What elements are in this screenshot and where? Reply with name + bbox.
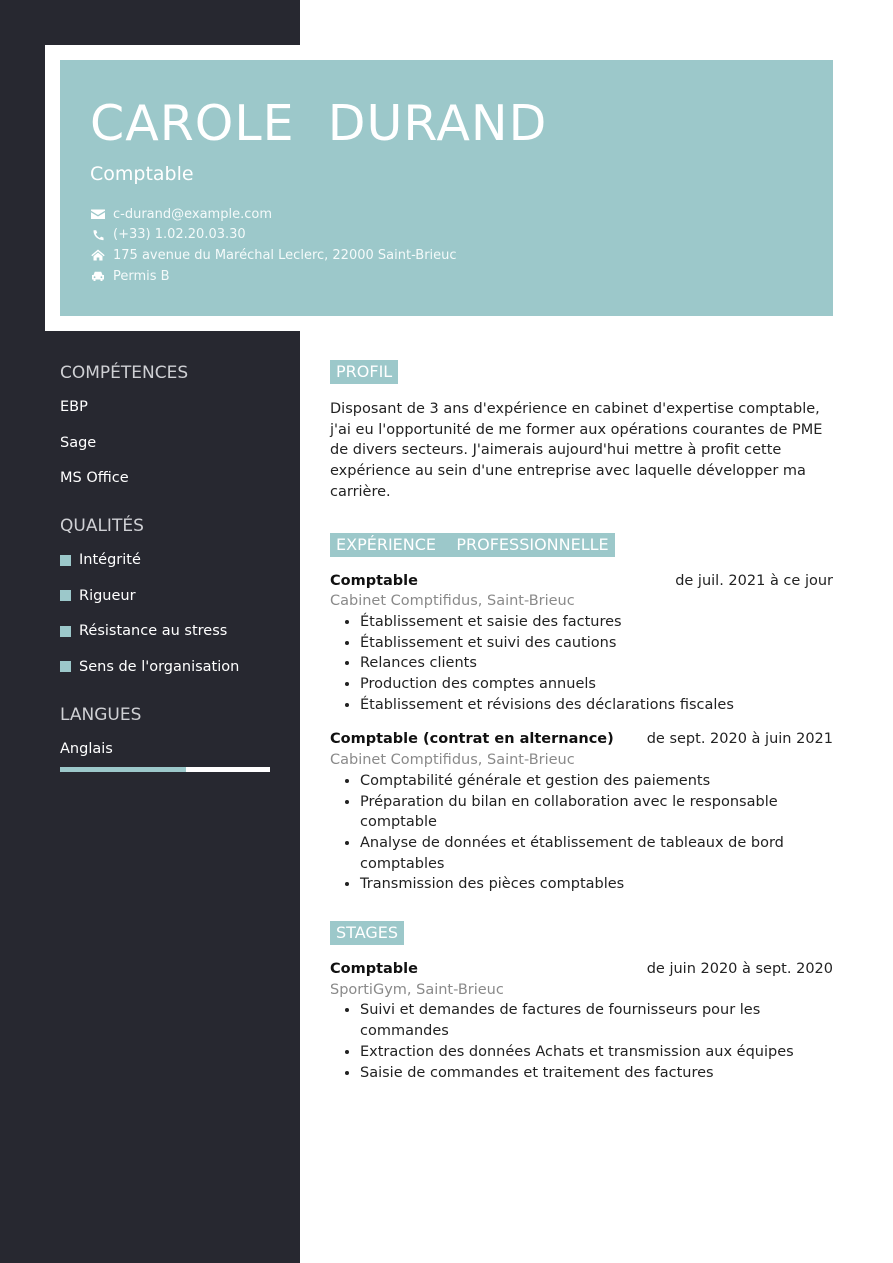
contact-list xyxy=(90,204,803,286)
square-bullet-icon xyxy=(60,626,71,637)
contact-license xyxy=(90,266,803,287)
job-company: SportiGym, Saint-Brieuc xyxy=(330,981,504,998)
task-item: • Production des comptes annuels xyxy=(360,674,833,695)
task-item: • Transmission des pièces comptables xyxy=(360,874,833,895)
square-bullet-icon xyxy=(60,590,71,601)
job-company: Cabinet Comptifidus, Saint-Brieuc xyxy=(330,593,575,610)
task-item: • Saisie de commandes et traitement des factures xyxy=(360,1063,833,1084)
job-header xyxy=(330,571,833,592)
quality-item xyxy=(60,658,272,676)
profile-summary: Disposant de 3 ans d'expérience en cabinet d'expertise comptable, j'ai eu l'opportunité de me former aux opérations courantes de PME de divers secteurs. J'aimerais aujourd'hui mettre à profit cette expérience au sein d'une entreprise avec laquelle développer ma carrière. xyxy=(330,401,823,500)
experience-entry xyxy=(330,729,833,895)
contact-license-text: Permis B xyxy=(113,268,170,284)
main-content xyxy=(330,360,833,1083)
job-header xyxy=(330,729,833,750)
task-item: • Établissement et suivi des cautions xyxy=(360,633,833,654)
square-bullet-icon xyxy=(60,661,71,672)
contact-phone-text: (+33) 1.02.20.03.30 xyxy=(113,227,246,243)
resume-header xyxy=(60,60,833,316)
skills-heading: COMPÉTENCES xyxy=(60,363,189,383)
experience-entry xyxy=(330,571,833,716)
task-item: • Extraction des données Achats et transmission aux équipes xyxy=(360,1042,833,1063)
job-header xyxy=(330,959,833,980)
phone-icon xyxy=(90,228,106,242)
language-level-fill xyxy=(60,767,186,772)
task-item: • Suivi et demandes de factures de fournisseurs pour les commandes xyxy=(360,1000,833,1041)
job-title: Comptable xyxy=(330,572,418,589)
home-icon xyxy=(90,248,106,262)
quality-item xyxy=(60,622,272,640)
language-level-bar xyxy=(60,767,270,772)
task-item: • Comptabilité générale et gestion des paiements xyxy=(360,771,833,792)
square-bullet-icon xyxy=(60,555,71,566)
candidate-name: CAROLE DURAND xyxy=(90,95,548,152)
contact-email xyxy=(90,204,803,225)
quality-label: Sens de l'organisation xyxy=(79,658,240,675)
job-company: Cabinet Comptifidus, Saint-Brieuc xyxy=(330,752,575,769)
task-list xyxy=(330,612,833,716)
task-list xyxy=(330,1000,833,1083)
envelope-icon xyxy=(90,207,106,221)
internship-entry xyxy=(330,959,833,1083)
languages-heading: LANGUES xyxy=(60,704,142,725)
quality-label: Intégrité xyxy=(79,552,141,568)
quality-label: Rigueur xyxy=(79,587,136,604)
job-date: de juin 2020 à sept. 2020 xyxy=(646,961,833,978)
job-title: Comptable xyxy=(330,961,418,978)
job-title: Comptable (contrat en alternance) xyxy=(330,731,614,748)
quality-label: Résistance au stress xyxy=(79,623,228,639)
quality-item xyxy=(60,587,272,605)
contact-phone xyxy=(90,225,803,246)
job-date: de juil. 2021 à ce jour xyxy=(675,572,833,589)
task-item: • Relances clients xyxy=(360,653,833,674)
task-item: • Établissement et révisions des déclarations fiscales xyxy=(360,695,833,716)
task-list xyxy=(330,771,833,895)
contact-address-text: 175 avenue du Maréchal Leclerc, 22000 Saint-Brieuc xyxy=(113,247,457,263)
task-item: • Préparation du bilan en collaboration avec le responsable comptable xyxy=(360,792,833,833)
contact-email-text: c-durand@example.com xyxy=(113,206,272,222)
job-date: de sept. 2020 à juin 2021 xyxy=(646,731,833,748)
task-item: • Analyse de données et établissement de tableaux de bord comptables xyxy=(360,833,833,874)
contact-address xyxy=(90,245,803,266)
candidate-job-title: Comptable xyxy=(90,163,194,185)
car-icon xyxy=(90,269,106,283)
language-name: Anglais xyxy=(60,740,113,757)
task-item: • Établissement et saisie des factures xyxy=(360,612,833,633)
skill-item: MS Office xyxy=(60,470,129,486)
quality-item xyxy=(60,551,272,569)
qualities-heading: QUALITÉS xyxy=(60,516,144,536)
sidebar xyxy=(60,360,272,772)
experience-section-title: EXPÉRIENCE PROFESSIONNELLE xyxy=(330,533,615,557)
skill-item: Sage xyxy=(60,434,97,451)
profile-section-title: PROFIL xyxy=(330,360,398,384)
internships-section-title: STAGES xyxy=(330,921,404,945)
skill-item: EBP xyxy=(60,399,88,415)
